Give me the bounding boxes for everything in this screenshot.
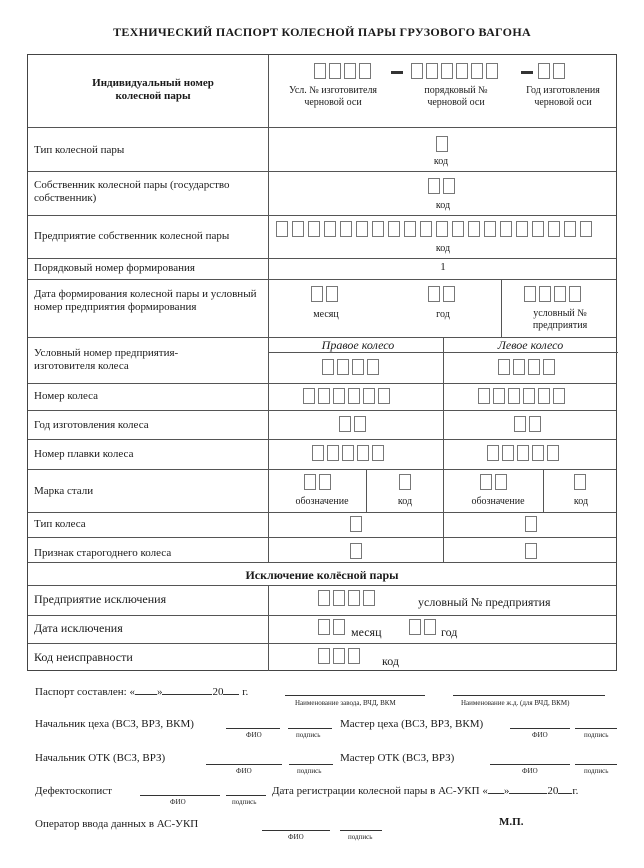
melt-label: Номер плавки колеса: [34, 448, 134, 460]
steel-left-desig-boxes[interactable]: [480, 474, 507, 490]
ind-num-label: Индивидуальный номер колесной пары: [92, 77, 214, 102]
type-box[interactable]: [436, 136, 448, 152]
manuf-left-boxes[interactable]: [498, 359, 555, 375]
wheel-year-right-boxes[interactable]: [339, 416, 366, 432]
steel-right-code-box[interactable]: [399, 474, 411, 490]
wheel-num-label: Номер колеса: [34, 390, 99, 402]
exclusion-header: Исключение колёсной пары: [245, 568, 399, 582]
row-divider: [28, 615, 616, 616]
excl-date-label: Дата исключения: [34, 621, 123, 635]
date-month-boxes[interactable]: [311, 286, 338, 302]
ind-cap-1: Усл. № изготовителя черновой оси: [288, 85, 378, 108]
column-divider: [543, 469, 544, 512]
owner-ent-boxes[interactable]: [276, 221, 592, 237]
defect-sign-line[interactable]: [226, 795, 266, 796]
old-sign-right-box[interactable]: [350, 543, 362, 559]
designation-caption: обозначение: [471, 496, 525, 507]
manuf-label: Условный номер предприятия-изготовителя колеса: [34, 347, 179, 372]
wheel-num-left-boxes[interactable]: [478, 388, 565, 404]
column-divider: [501, 279, 502, 337]
shop-head-fio-line[interactable]: [226, 728, 280, 729]
date-year-boxes[interactable]: [428, 286, 455, 302]
old-sign-left-box[interactable]: [525, 543, 537, 559]
row-divider: [28, 258, 616, 259]
wheel-num-right-boxes[interactable]: [303, 388, 390, 404]
code-caption: код: [573, 496, 589, 507]
wheel-type-right-box[interactable]: [350, 516, 362, 532]
reg-date-label: Дата регистрации колесной пары в АС-УКП « » 20 г.: [272, 785, 579, 797]
seq-value: 1: [440, 261, 446, 273]
fio-caption: ФИО: [246, 731, 262, 739]
steel-left-code-box[interactable]: [574, 474, 586, 490]
rail-caption: Наименование ж.д. (для ВЧД, ВКМ): [461, 699, 570, 707]
excl-year-boxes[interactable]: [409, 619, 436, 635]
row-divider: [28, 439, 616, 440]
ind-cap-2: порядковый № черновой оси: [424, 85, 488, 108]
shop-head-sign-line[interactable]: [288, 728, 332, 729]
dash: [521, 71, 533, 74]
row-divider: [28, 383, 616, 384]
row-divider: [28, 279, 616, 280]
passport-label: Паспорт составлен: « » 20 г.: [35, 686, 249, 698]
ind-num-boxes-3[interactable]: [538, 63, 565, 79]
excl-enterprise-boxes[interactable]: [318, 590, 375, 606]
operator-label: Оператор ввода данных в АС-УКП: [35, 818, 199, 830]
left-wheel-header: Левое колесо: [497, 338, 564, 352]
row-divider: [28, 512, 616, 513]
row-divider: [28, 562, 616, 563]
column-divider: [268, 585, 269, 671]
wheel-type-left-box[interactable]: [525, 516, 537, 532]
fio-caption: ФИО: [236, 767, 252, 775]
owner-boxes[interactable]: [428, 178, 455, 194]
code-caption: код: [435, 243, 451, 254]
sign-caption: подпись: [296, 731, 321, 739]
fault-code-caption: код: [382, 654, 399, 668]
owner-label: Собственник колесной пары (государство собственник): [34, 179, 230, 204]
type-label: Тип колесной пары: [34, 144, 125, 156]
old-sign-label: Признак старогоднего колеса: [34, 547, 172, 559]
fio-caption: ФИО: [532, 731, 548, 739]
ind-cap-3: Год изготовления черновой оси: [526, 85, 600, 108]
excl-month-boxes[interactable]: [318, 619, 345, 635]
row-divider: [28, 215, 616, 216]
cond-num-boxes[interactable]: [524, 286, 581, 302]
right-wheel-header: Правое колесо: [321, 338, 395, 352]
otk-master-sign-line[interactable]: [575, 764, 617, 765]
wheel-year-left-boxes[interactable]: [514, 416, 541, 432]
month-caption: месяц: [313, 309, 339, 320]
operator-fio-line[interactable]: [262, 830, 330, 831]
shop-master-label: Мастер цеха (ВСЗ, ВРЗ, ВКМ): [340, 718, 484, 730]
wheel-type-label: Тип колеса: [34, 518, 86, 530]
otk-master-label: Мастер ОТК (ВСЗ, ВРЗ): [340, 752, 455, 764]
defect-fio-line[interactable]: [140, 795, 220, 796]
document-title: ТЕХНИЧЕСКИЙ ПАСПОРТ КОЛЕСНОЙ ПАРЫ ГРУЗОВОГО ВАГОНА: [113, 25, 531, 39]
melt-right-boxes[interactable]: [312, 445, 384, 461]
melt-left-boxes[interactable]: [487, 445, 559, 461]
ind-num-boxes-2[interactable]: [411, 63, 498, 79]
plant-caption: Наименование завода, ВЧД, ВКМ: [295, 699, 396, 707]
otk-head-sign-line[interactable]: [289, 764, 333, 765]
fio-caption: ФИО: [288, 833, 304, 841]
excl-year-caption: год: [441, 625, 458, 639]
owner-ent-label: Предприятие собственник колесной пары: [34, 230, 230, 242]
column-divider: [443, 337, 444, 562]
seq-label: Порядковый номер формирования: [34, 262, 195, 274]
stamp-place: М.П.: [499, 816, 524, 828]
designation-caption: обозначение: [295, 496, 349, 507]
cond-num-caption: условный № предприятия: [532, 308, 588, 331]
otk-master-fio-line[interactable]: [490, 764, 570, 765]
excl-month-caption: месяц: [351, 625, 382, 639]
plant-line[interactable]: [285, 695, 425, 696]
shop-head-label: Начальник цеха (ВСЗ, ВРЗ, ВКМ): [35, 718, 194, 730]
sign-caption: подпись: [348, 833, 373, 841]
otk-head-label: Начальник ОТК (ВСЗ, ВРЗ): [35, 752, 166, 764]
manuf-right-boxes[interactable]: [322, 359, 379, 375]
column-divider: [268, 55, 269, 562]
row-divider: [28, 643, 616, 644]
row-divider: [28, 171, 616, 172]
passport-table: [27, 54, 617, 671]
excl-enterprise-caption: условный № предприятия: [418, 595, 551, 609]
rail-line[interactable]: [453, 695, 605, 696]
otk-head-fio-line[interactable]: [206, 764, 282, 765]
fault-boxes[interactable]: [318, 648, 360, 664]
row-divider: [28, 469, 616, 470]
defect-label: Дефектоскопист: [35, 785, 112, 797]
date-form-label: Дата формирования колесной пары и условный номер предприятия формирования: [34, 288, 257, 313]
row-divider: [28, 585, 616, 586]
fio-caption: ФИО: [522, 767, 538, 775]
steel-label: Марка стали: [34, 485, 94, 497]
fio-caption: ФИО: [170, 798, 186, 806]
sign-caption: подпись: [232, 798, 257, 806]
row-divider: [28, 537, 616, 538]
code-caption: код: [397, 496, 413, 507]
code-caption: код: [435, 200, 451, 211]
shop-master-sign-line[interactable]: [575, 728, 617, 729]
row-divider: [28, 410, 616, 411]
dash: [391, 71, 403, 74]
sign-caption: подпись: [297, 767, 322, 775]
row-divider: [28, 127, 616, 128]
wheel-year-label: Год изготовления колеса: [34, 419, 149, 431]
code-caption: код: [433, 156, 449, 167]
fault-label: Код неисправности: [34, 650, 133, 664]
shop-master-fio-line[interactable]: [510, 728, 570, 729]
sign-caption: подпись: [584, 731, 609, 739]
sign-caption: подпись: [584, 767, 609, 775]
excl-enterprise-label: Предприятие исключения: [34, 592, 167, 606]
operator-sign-line[interactable]: [340, 830, 382, 831]
ind-num-boxes-1[interactable]: [314, 63, 371, 79]
year-caption: год: [436, 309, 450, 320]
steel-right-desig-boxes[interactable]: [304, 474, 331, 490]
column-divider: [366, 469, 367, 512]
